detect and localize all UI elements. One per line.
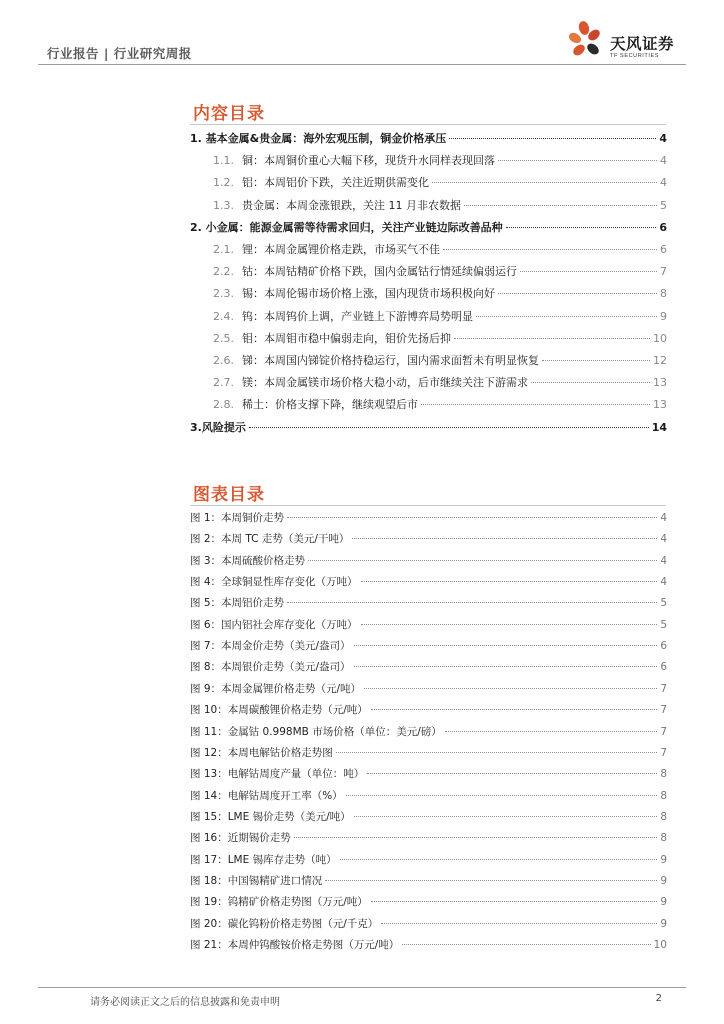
toc-entry[interactable]	[213, 153, 667, 169]
toc-entry-label	[213, 309, 473, 325]
figures-title-rule	[190, 505, 666, 506]
report-category: 行业报告 | 行业研究周报	[47, 46, 192, 61]
toc-entry-label	[213, 397, 418, 413]
toc-entry-number: 2.4.	[213, 309, 234, 323]
figure-entry-page: 7	[660, 725, 667, 738]
figure-entry[interactable]	[190, 702, 667, 718]
toc-entry-page: 8	[660, 287, 667, 301]
toc-entry[interactable]	[213, 353, 667, 369]
figure-leader-dots	[287, 602, 657, 603]
toc-entry[interactable]	[213, 375, 667, 391]
figure-entry-page: 8	[660, 810, 667, 823]
figure-entry-label: 图 19：钨精矿价格走势图（万元/吨）	[190, 896, 368, 909]
figure-entry-page: 4	[660, 512, 667, 524]
figure-entry-page: 9	[660, 896, 667, 909]
figure-entry-label: 图 14：电解钴周度开工率（%）	[190, 789, 343, 802]
toc-entry[interactable]	[213, 331, 667, 347]
toc-leader-dots	[498, 293, 657, 294]
figure-entry[interactable]	[190, 553, 667, 569]
figure-entry[interactable]	[190, 852, 667, 868]
toc-entry-label	[213, 286, 495, 302]
logo-chinese-name: 天风证券	[610, 35, 675, 53]
toc-leader-dots	[421, 404, 650, 405]
footer-divider	[38, 987, 686, 988]
figure-entry[interactable]	[190, 894, 667, 910]
figure-entry-label: 图 11：金属钴 0.998MB 市场价格（单位：美元/磅）	[190, 725, 442, 738]
toc-entry-page: 14	[651, 420, 667, 434]
toc-entry[interactable]	[190, 131, 667, 147]
figure-leader-dots	[381, 923, 657, 924]
toc-leader-dots	[454, 338, 650, 339]
toc-entry-label	[190, 131, 446, 147]
toc-entry-text: 锡：本周伦锡市场价格上涨，国内现货市场积极向好	[242, 287, 495, 301]
toc-entry-page: 4	[659, 132, 667, 145]
toc-entry-label	[213, 153, 495, 169]
figure-leader-dots	[361, 624, 658, 625]
figure-entry-label: 图 15：LME 锡价走势（美元/吨）	[190, 810, 351, 823]
toc-entry-number: 1.3.	[213, 198, 234, 212]
figure-leader-dots	[371, 709, 658, 710]
toc-entry-text: 钼：本周钼市稳中偏弱走向，钼价先扬后抑	[242, 331, 451, 345]
figure-leader-dots	[287, 517, 657, 518]
logo-english-name: TF SECURITIES	[610, 53, 660, 59]
toc-entry-text: 铜：本周铜价重心大幅下移，现货升水同样表现回落	[242, 154, 495, 168]
toc-leader-dots	[498, 160, 657, 161]
figure-entry[interactable]	[190, 531, 667, 547]
toc-entry-label	[190, 420, 246, 436]
toc-entry-number: 1.2.	[213, 176, 234, 190]
figure-entry-label: 图 17：LME 锡库存走势（吨）	[190, 853, 337, 866]
figure-leader-dots	[294, 837, 658, 838]
toc-entry-text: 稀土：价格支撑下降，继续观望后市	[242, 398, 418, 412]
figure-entry-page: 8	[660, 789, 667, 802]
toc-entry-page: 13	[653, 398, 667, 412]
toc-entry-page: 5	[660, 198, 667, 212]
figure-entry[interactable]	[190, 574, 667, 590]
figure-entry-label: 图 12：本周电解钴价格走势图	[190, 746, 333, 759]
toc-entry-label	[190, 220, 503, 236]
toc-entry-number: 2.7.	[213, 376, 234, 390]
toc-entry[interactable]	[213, 242, 667, 258]
figure-entry-page: 4	[660, 533, 667, 546]
figure-leader-dots	[371, 901, 658, 902]
toc-entry-page: 7	[660, 265, 667, 279]
toc-entry[interactable]	[213, 397, 667, 413]
figure-leader-dots	[361, 581, 658, 582]
figure-entry-page: 9	[660, 917, 667, 930]
figures-title: 图表目录	[193, 485, 265, 505]
toc-entry-page: 10	[653, 331, 667, 345]
toc-entry-label	[213, 375, 528, 391]
figure-entry-label: 图 6：国内铝社会库存变化（万吨）	[190, 618, 358, 631]
contents-title: 内容目录	[193, 104, 265, 124]
toc-entry-label	[213, 353, 539, 369]
toc-entry-number: 2.1.	[213, 243, 234, 256]
toc-leader-dots	[506, 227, 657, 228]
figure-entry-label: 图 13：电解钴周度产量（单位：吨）	[190, 768, 365, 781]
toc-entry-number: 2.6.	[213, 354, 234, 367]
figure-leader-dots	[354, 645, 658, 646]
figure-entry-label: 图 10：本周碳酸锂价格走势（元/吨）	[190, 704, 368, 717]
figure-entry[interactable]	[190, 659, 667, 675]
figure-entry[interactable]	[190, 595, 667, 611]
toc-entry[interactable]	[213, 175, 667, 191]
page-header	[0, 0, 724, 70]
toc-entry-text: 贵金属：本周金涨银跌，关注 11 月非农数据	[242, 198, 461, 212]
figure-entry-label: 图 4：全球铜显性库存变化（万吨）	[190, 576, 358, 589]
figure-leader-dots	[402, 944, 650, 945]
toc-entry-label	[213, 198, 461, 214]
toc-entry-label	[213, 264, 517, 280]
toc-entry-text: 1. 基本金属&贵金属：海外宏观压制，铜金价格承压	[190, 132, 447, 145]
logo-flower-icon	[566, 20, 606, 62]
figure-entry[interactable]	[190, 937, 667, 953]
figure-entry[interactable]	[190, 617, 667, 633]
figure-entry-label: 图 8：本周银价走势（美元/盎司）	[190, 661, 351, 674]
toc-entry-number: 2.5.	[213, 331, 234, 345]
figure-leader-dots	[346, 795, 658, 796]
figure-entry-label: 图 16：近期锡价走势	[190, 832, 291, 845]
figure-entry-page: 8	[660, 768, 667, 781]
figure-leader-dots	[325, 880, 657, 881]
toc-entry[interactable]	[190, 420, 667, 436]
contents-title-rule	[190, 124, 666, 125]
figure-entry-label: 图 7：本周金价走势（美元/盎司）	[190, 640, 351, 653]
figure-leader-dots	[445, 731, 658, 732]
toc-leader-dots	[476, 316, 657, 317]
toc-entry-text: 钨：本周钨价上调，产业链上下游博弈局势明显	[242, 309, 473, 323]
figure-leader-dots	[354, 816, 658, 817]
toc-entry[interactable]	[213, 286, 667, 302]
figure-leader-dots	[354, 666, 658, 667]
footer-disclaimer: 请务必阅读正文之后的信息披露和免责申明	[90, 997, 280, 1008]
page-number: 2	[655, 993, 662, 1004]
toc-entry-page: 4	[660, 176, 667, 190]
figure-entry[interactable]	[190, 724, 667, 740]
toc-entry[interactable]	[213, 309, 667, 325]
figure-entry[interactable]	[190, 830, 667, 846]
toc-leader-dots	[520, 271, 657, 272]
toc-entry-text: 2. 小金属：能源金属需等待需求回归，关注产业链边际改善品种	[190, 220, 503, 234]
figure-leader-dots	[308, 560, 657, 561]
figure-entry-page: 7	[660, 704, 667, 717]
figure-entry-label: 图 1：本周铜价走势	[190, 512, 285, 524]
figure-entry-page: 5	[660, 597, 667, 610]
figure-entry-page: 9	[660, 853, 667, 866]
toc-entry-page: 13	[653, 376, 667, 390]
figure-entry-label: 图 20：碳化钨粉价格走势图（元/千克）	[190, 917, 379, 930]
figure-entry[interactable]	[190, 638, 667, 654]
figure-entry[interactable]	[190, 745, 667, 761]
toc-entry-number: 2.2.	[213, 265, 234, 279]
toc-leader-dots	[464, 205, 657, 206]
header-divider	[38, 64, 686, 65]
toc-leader-dots	[432, 182, 657, 183]
toc-entry-text: 钴：本周钴精矿价格下跌，国内金属钴行情延续偏弱运行	[242, 265, 517, 279]
toc-leader-dots	[449, 138, 656, 139]
toc-leader-dots	[542, 360, 650, 361]
figure-entry-page: 10	[653, 939, 667, 951]
company-logo	[566, 20, 686, 62]
toc-entry-number: 2.3.	[213, 287, 234, 301]
figure-entry[interactable]	[190, 681, 667, 697]
toc-entry-page: 12	[653, 354, 667, 367]
figure-leader-dots	[340, 859, 658, 860]
figure-entry[interactable]	[190, 809, 667, 825]
toc-entry-page: 6	[660, 243, 667, 256]
toc-entry-number: 2.8.	[213, 398, 234, 412]
toc-entry-page: 9	[660, 309, 667, 323]
figure-entry-page: 6	[660, 661, 667, 674]
toc-entry[interactable]	[190, 220, 667, 236]
figure-entry-label: 图 9：本周金属锂价格走势（元/吨）	[190, 682, 362, 695]
toc-entry-text: 锑：本周国内锑锭价格持稳运行，国内需求面暂未有明显恢复	[242, 354, 539, 367]
figure-entry[interactable]	[190, 873, 667, 889]
toc-entry[interactable]	[213, 264, 667, 280]
figure-entry-page: 4	[660, 576, 667, 589]
figure-leader-dots	[352, 538, 657, 539]
figure-leader-dots	[364, 688, 657, 689]
figure-entry-page: 7	[660, 682, 667, 695]
figure-entry-page: 9	[660, 874, 667, 887]
toc-entry-text: 3.风险提示	[190, 420, 246, 434]
toc-entry[interactable]	[213, 198, 667, 214]
toc-entry-label	[213, 331, 451, 347]
figure-entry[interactable]	[190, 788, 667, 804]
figure-entry[interactable]	[190, 510, 667, 526]
toc-entry-page: 6	[659, 220, 667, 234]
figure-entry-label: 图 3：本周硫酸价格走势	[190, 554, 306, 567]
toc-entry-label	[213, 242, 440, 258]
figure-entry-label: 图 5：本周铝价走势	[190, 597, 285, 610]
toc-leader-dots	[531, 382, 650, 383]
figure-entry[interactable]	[190, 766, 667, 782]
toc-entry-text: 铝：本周铝价下跌，关注近期供需变化	[242, 176, 429, 190]
figure-entry-page: 5	[660, 618, 667, 631]
figure-entry-page: 7	[660, 746, 667, 759]
toc-entry-text: 锂：本周金属锂价格走跌，市场买气不佳	[242, 243, 440, 256]
figure-entry-page: 8	[660, 832, 667, 845]
toc-leader-dots	[249, 427, 649, 428]
toc-entry-label	[213, 175, 429, 191]
figure-leader-dots	[367, 773, 657, 774]
toc-entry-page: 4	[660, 154, 667, 168]
figure-entry-page: 6	[660, 640, 667, 653]
figure-leader-dots	[336, 752, 658, 753]
figure-entry-page: 4	[660, 554, 667, 567]
toc-entry-text: 镁：本周金属镁市场价格大稳小动，后市继续关注下游需求	[242, 376, 528, 390]
figure-entry-label: 图 21：本周仲钨酸铵价格走势图（万元/吨）	[190, 939, 400, 951]
figure-entry-label: 图 18：中国锡精矿进口情况	[190, 874, 323, 887]
figure-entry[interactable]	[190, 916, 667, 932]
figure-entry-label: 图 2：本周 TC 走势（美元/干吨）	[190, 533, 350, 546]
toc-entry-number: 1.1.	[213, 154, 234, 168]
toc-leader-dots	[443, 249, 657, 250]
